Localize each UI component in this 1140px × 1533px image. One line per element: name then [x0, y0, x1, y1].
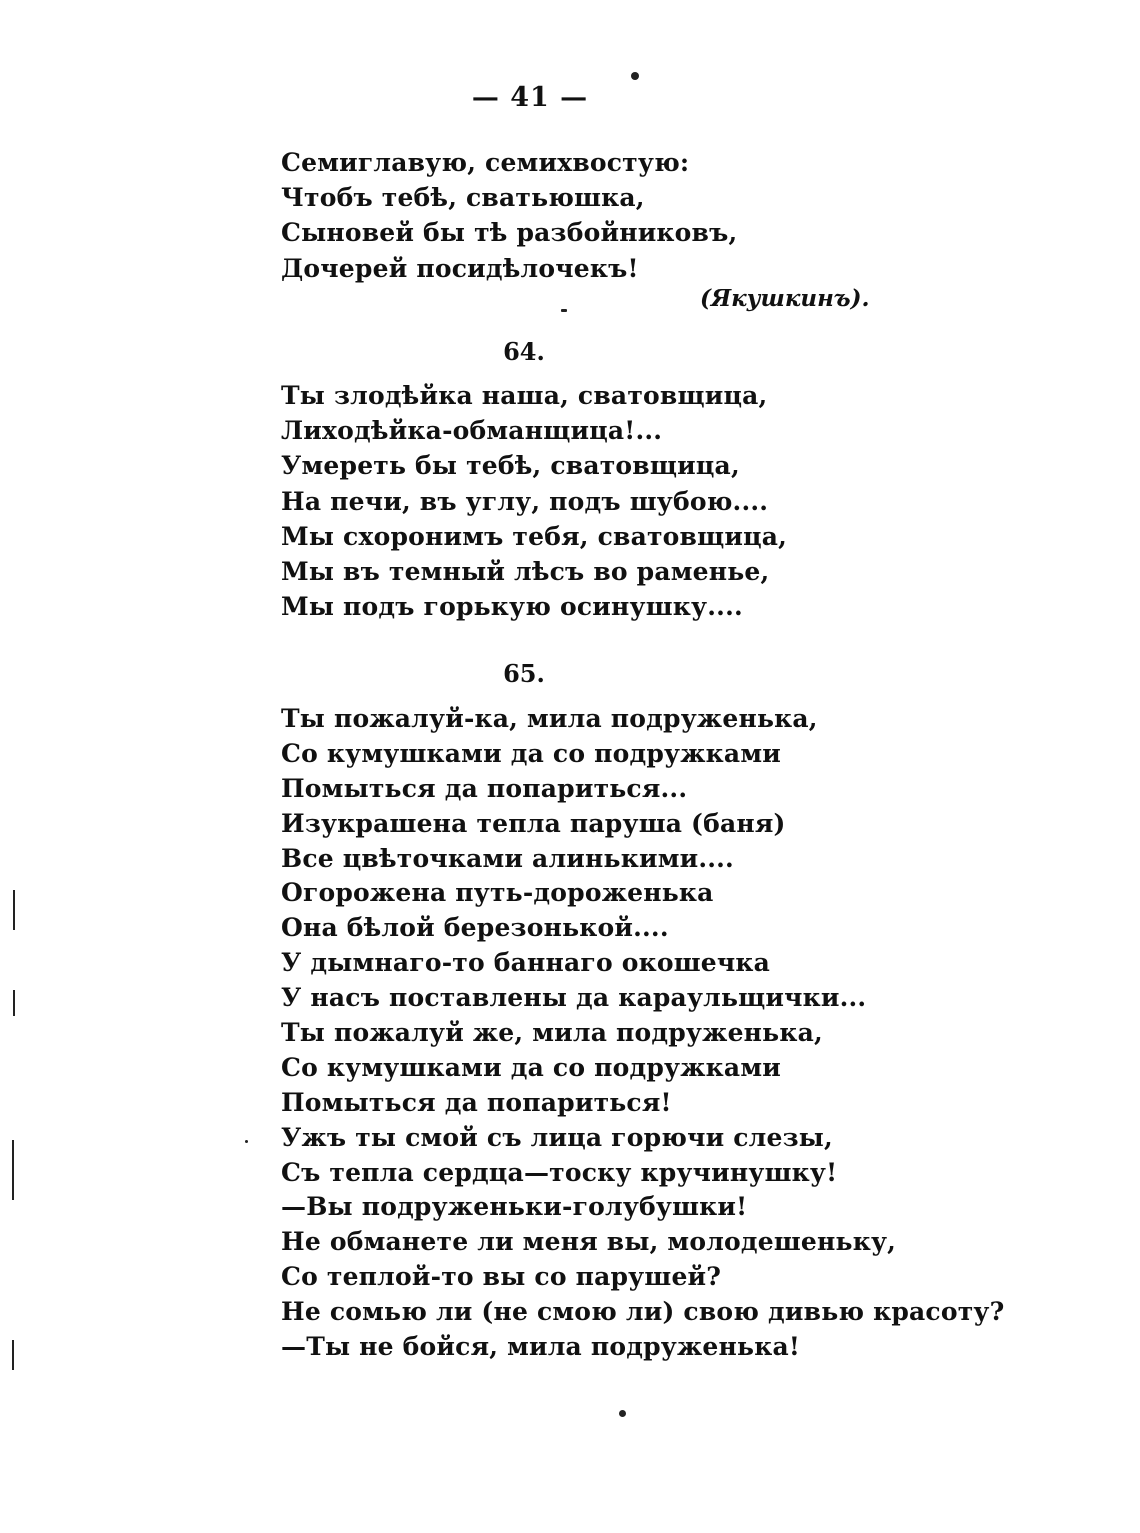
- verse-line: Помыться да попариться...: [281, 773, 688, 803]
- section-number-65: 65.: [503, 659, 545, 688]
- verse-line: Ужъ ты смой съ лица горючи слезы,: [281, 1122, 833, 1152]
- scan-speck: [245, 1140, 248, 1143]
- verse-line: Помыться да попариться!: [281, 1087, 672, 1117]
- poem-64: [281, 378, 787, 624]
- verse-line: Изукрашена тепла паруша (баня): [281, 808, 786, 838]
- verse-line: Умереть бы тебѣ, сватовщица,: [281, 451, 740, 481]
- scan-speck: [12, 1140, 14, 1200]
- scan-speck: [631, 72, 639, 80]
- verse-line: Ты пожалуй-ка, мила подруженька,: [281, 704, 818, 733]
- verse-line: Чтобъ тебѣ, сватьюшка,: [281, 183, 645, 213]
- verse-line: Огорожена путь-дороженька: [281, 878, 714, 908]
- verse-line: Со кумушками да со подружками: [281, 1052, 781, 1082]
- scan-speck: [13, 890, 15, 930]
- verse-line: На печи, въ углу, подъ шубою....: [281, 486, 769, 516]
- verse-line: Мы схоронимъ тебя, сватовщица,: [281, 521, 788, 551]
- verse-line: Мы въ темный лѣсъ во раменье,: [281, 556, 770, 586]
- poem-continuation: [281, 145, 737, 286]
- poem-65: [281, 702, 1004, 1365]
- verse-line: Семиглавую, семихвостую:: [281, 148, 690, 177]
- verse-line: Мы подъ горькую осинушку....: [281, 592, 743, 622]
- scan-speck: [619, 1410, 626, 1417]
- verse-line: Не сомью ли (не смою ли) свою дивью красоту?: [281, 1297, 1005, 1327]
- verse-line: Не обманете ли меня вы, молодешеньку,: [281, 1227, 897, 1257]
- verse-line: Ты злодѣйка наша, сватовщица,: [281, 381, 768, 410]
- verse-line: Все цвѣточками алинькими....: [281, 843, 734, 873]
- verse-line: У дымнаго-то баннаго окошечка: [281, 948, 771, 978]
- verse-line: Съ тепла сердца—тоску кручинушку!: [281, 1157, 838, 1187]
- page-number: — 41 —: [471, 82, 589, 113]
- verse-line: —Вы подруженьки-голубушки!: [281, 1192, 748, 1222]
- verse-line: Лиходѣйка-обманщица!...: [281, 416, 663, 446]
- verse-line: Сыновей бы тѣ разбойниковъ,: [281, 218, 738, 248]
- verse-line: У насъ поставлены да караульщички...: [281, 983, 867, 1013]
- attribution: (Якушкинъ).: [700, 285, 870, 312]
- scan-speck: [561, 309, 567, 312]
- scan-speck: [12, 1340, 14, 1370]
- verse-line: Дочерей посидѣлочекъ!: [281, 253, 639, 283]
- verse-line: Со теплой-то вы со парушей?: [281, 1262, 722, 1292]
- verse-line: —Ты не бойся, мила подруженька!: [281, 1332, 801, 1362]
- section-number-64: 64.: [503, 337, 545, 366]
- verse-line: Ты пожалуй же, мила подруженька,: [281, 1018, 823, 1048]
- verse-line: Со кумушками да со подружками: [281, 738, 781, 768]
- verse-line: Она бѣлой березонькой....: [281, 913, 669, 943]
- scan-speck: [13, 990, 15, 1016]
